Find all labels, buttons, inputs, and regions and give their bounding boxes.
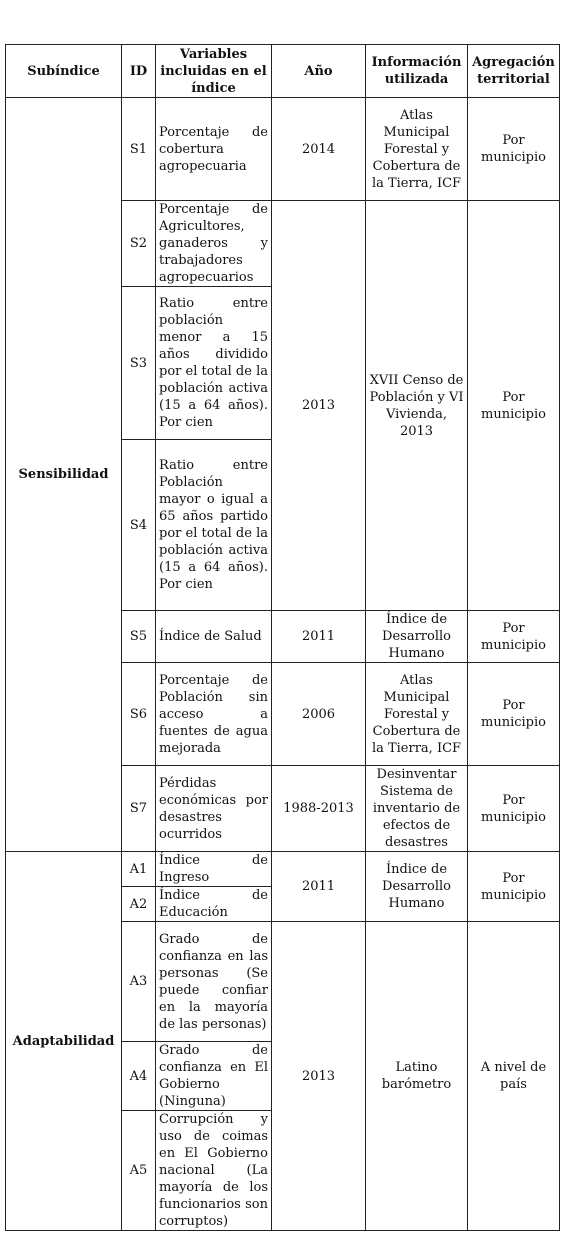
row-id: A5 [122, 1111, 156, 1231]
row-id: A2 [122, 887, 156, 922]
row-id: A4 [122, 1042, 156, 1111]
row-agregacion: Por municipio [468, 201, 560, 611]
row-agregacion: Por municipio [468, 611, 560, 663]
row-variable: Ratio entre población menor a 15 años dividido por el total de la población activa (15 a 64 años). Por cien [156, 287, 272, 440]
header-variables: Variables incluidas en el índice [156, 45, 272, 98]
table-row [6, 852, 560, 887]
row-id: A3 [122, 922, 156, 1042]
row-variable: Grado de confianza en las personas (Se puede confiar en la mayoría de las personas) [156, 922, 272, 1042]
row-agregacion: Por municipio [468, 852, 560, 922]
row-informacion: Atlas Municipal Forestal y Cobertura de la Tierra, ICF [366, 98, 468, 201]
row-id: A1 [122, 852, 156, 887]
header-id: ID [122, 45, 156, 98]
row-variable: Porcentaje de Agricultores, ganaderos y trabajadores agropecuarios [156, 201, 272, 287]
row-agregacion: Por municipio [468, 766, 560, 852]
index-variables-table [5, 44, 560, 1231]
row-anio: 2011 [272, 611, 366, 663]
row-anio: 2013 [272, 201, 366, 611]
row-informacion: XVII Censo de Población y VI Vivienda, 2013 [366, 201, 468, 611]
table-row [6, 98, 560, 201]
row-variable: Grado de confianza en El Gobierno (Ninguna) [156, 1042, 272, 1111]
row-variable: Índice de Salud [156, 611, 272, 663]
row-variable: Pérdidas económicas por desastres ocurridos [156, 766, 272, 852]
row-id: S4 [122, 440, 156, 611]
header-row [6, 45, 560, 98]
row-informacion: Índice de Desarrollo Humano [366, 852, 468, 922]
row-informacion: Latino barómetro [366, 922, 468, 1231]
header-agregacion: Agregación territorial [468, 45, 560, 98]
row-anio: 2014 [272, 98, 366, 201]
row-id: S3 [122, 287, 156, 440]
row-id: S5 [122, 611, 156, 663]
row-variable: Índice de Educación [156, 887, 272, 922]
header-subindice: Subíndice [6, 45, 122, 98]
row-agregacion: A nivel de país [468, 922, 560, 1231]
row-anio: 2011 [272, 852, 366, 922]
row-id: S6 [122, 663, 156, 766]
row-informacion: Desinventar Sistema de inventario de efectos de desastres [366, 766, 468, 852]
subindice-adaptabilidad: Adaptabilidad [6, 852, 122, 1231]
row-informacion: Atlas Municipal Forestal y Cobertura de la Tierra, ICF [366, 663, 468, 766]
row-id: S1 [122, 98, 156, 201]
row-variable: Porcentaje de cobertura agropecuaria [156, 98, 272, 201]
row-variable: Ratio entre Población mayor o igual a 65 años partido por el total de la población activa (15 a 64 años). Por cien [156, 440, 272, 611]
row-variable: Corrupción y uso de coimas en El Gobierno nacional (La mayoría de los funcionarios son corruptos) [156, 1111, 272, 1231]
row-anio: 2013 [272, 922, 366, 1231]
subindice-sensibilidad: Sensibilidad [6, 98, 122, 852]
row-variable: Índice de Ingreso [156, 852, 272, 887]
row-agregacion: Por municipio [468, 98, 560, 201]
row-agregacion: Por municipio [468, 663, 560, 766]
row-anio: 1988-2013 [272, 766, 366, 852]
header-anio: Año [272, 45, 366, 98]
row-id: S2 [122, 201, 156, 287]
row-variable: Porcentaje de Población sin acceso a fuentes de agua mejorada [156, 663, 272, 766]
header-informacion: Información utilizada [366, 45, 468, 98]
row-anio: 2006 [272, 663, 366, 766]
row-id: S7 [122, 766, 156, 852]
row-informacion: Índice de Desarrollo Humano [366, 611, 468, 663]
